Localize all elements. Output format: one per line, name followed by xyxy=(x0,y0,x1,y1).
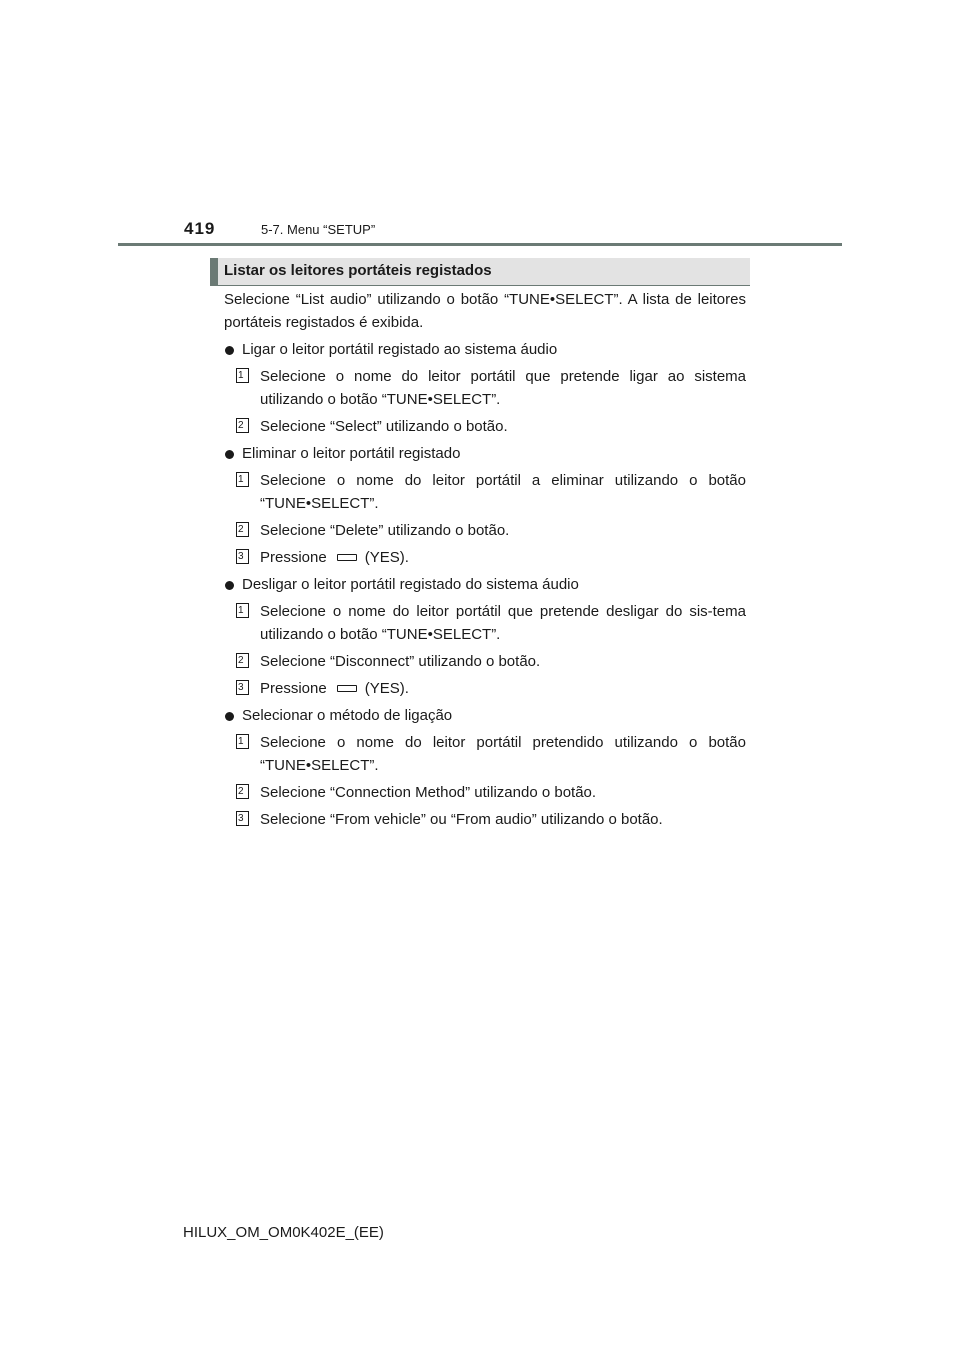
step-number-badge: 2 xyxy=(236,522,249,537)
step-text: Selecione o nome do leitor portátil que pretende desligar do sis-tema utilizando o botão “TUNE•SELECT”. xyxy=(260,603,746,643)
step-item xyxy=(224,519,746,542)
step-number-badge: 1 xyxy=(236,472,249,487)
bullet-item xyxy=(224,442,746,465)
step-number-badge: 2 xyxy=(236,653,249,668)
step-number-badge: 1 xyxy=(236,603,249,618)
step-item xyxy=(224,808,746,831)
step-number-badge: 3 xyxy=(236,811,249,826)
step-text: Selecione “Delete” utilizando o botão. xyxy=(260,522,510,539)
bullet-text: Selecionar o método de ligação xyxy=(242,707,453,724)
step-text-before: Pressione xyxy=(260,680,327,697)
step-text: Selecione o nome do leitor portátil a eliminar utilizando o botão “TUNE•SELECT”. xyxy=(260,472,746,512)
bullet-item xyxy=(224,338,746,361)
step-item xyxy=(224,600,746,646)
yes-button-icon xyxy=(337,685,357,692)
step-text-after: (YES). xyxy=(364,680,409,697)
bullet-text: Desligar o leitor portátil registado do sistema áudio xyxy=(242,576,579,593)
bullet-text: Eliminar o leitor portátil registado xyxy=(242,445,461,462)
page-number: 419 xyxy=(184,219,216,238)
step-item xyxy=(224,650,746,673)
step-text: Selecione o nome do leitor portátil pretendido utilizando o botão “TUNE•SELECT”. xyxy=(260,734,746,774)
intro-paragraph: Selecione “List audio” utilizando o botão “TUNE•SELECT”. A lista de leitores portáteis registados é exibida. xyxy=(224,291,746,331)
bullet-item xyxy=(224,704,746,727)
step-item xyxy=(224,546,746,569)
step-number-badge: 2 xyxy=(236,418,249,433)
content xyxy=(224,288,746,835)
step-number-badge: 2 xyxy=(236,784,249,799)
step-text: Selecione “Select” utilizando o botão. xyxy=(260,418,508,435)
step-item xyxy=(224,415,746,438)
bullet-dot-icon xyxy=(225,450,234,459)
step-item xyxy=(224,469,746,515)
bullet-dot-icon xyxy=(225,346,234,355)
step-item xyxy=(224,365,746,411)
step-text-after: (YES). xyxy=(364,549,409,566)
step-text-before: Pressione xyxy=(260,549,327,566)
step-text: Selecione “Connection Method” utilizando o botão. xyxy=(260,784,597,801)
bullet-item xyxy=(224,573,746,596)
footer-doc-code: HILUX_OM_OM0K402E_(EE) xyxy=(183,1224,384,1241)
bullet-dot-icon xyxy=(225,712,234,721)
step-text: Selecione o nome do leitor portátil que pretende ligar ao sistema utilizando o botão “TUNE•SELECT”. xyxy=(260,368,746,408)
subsection-title: Listar os leitores portáteis registados xyxy=(224,262,492,279)
bullet-text: Ligar o leitor portátil registado ao sistema áudio xyxy=(242,341,558,358)
yes-button-icon xyxy=(337,554,357,561)
step-item xyxy=(224,677,746,700)
subsection-heading xyxy=(210,258,750,285)
step-number-badge: 1 xyxy=(236,368,249,383)
bullet-dot-icon xyxy=(225,581,234,590)
step-item xyxy=(224,731,746,777)
step-text: Selecione “Disconnect” utilizando o botão. xyxy=(260,653,541,670)
section-label: 5-7. Menu “SETUP” xyxy=(261,222,376,237)
header-rule xyxy=(118,243,842,246)
step-item xyxy=(224,781,746,804)
step-number-badge: 1 xyxy=(236,734,249,749)
step-number-badge: 3 xyxy=(236,680,249,695)
step-number-badge: 3 xyxy=(236,549,249,564)
step-text: Selecione “From vehicle” ou “From audio” utilizando o botão. xyxy=(260,811,663,828)
